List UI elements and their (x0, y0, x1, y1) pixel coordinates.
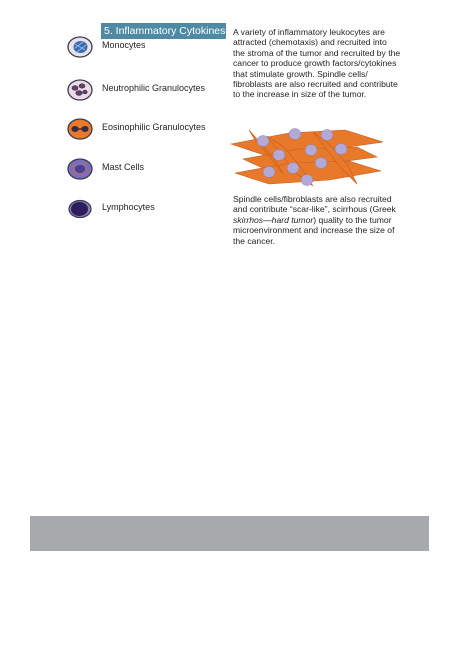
paragraph-leukocytes: A variety of inflammatory leukocytes are attracted (chemotaxis) and recruited into the stroma of the tumor and recruited by the cancer to produce growth factors/cytokines that stimulate growth. Spindle cells/ fibroblasts are also recruited and contribute to the increase in size of the tumor. (233, 27, 401, 100)
eosinophil-icon (65, 116, 95, 142)
lymphocyte-icon (65, 196, 95, 222)
neutrophil-icon (65, 77, 95, 103)
paragraph-fibroblasts-tail: ) quality to the tumor microenvironment and increase the size of the cancer. (233, 214, 395, 246)
fibroblast-illustration (229, 128, 385, 188)
section-heading: 5. Inflammatory Cytokines (101, 23, 226, 39)
cell-label: Eosinophilic Granulocytes (102, 122, 206, 132)
paragraph-fibroblasts (233, 194, 401, 246)
monocyte-icon (65, 34, 95, 60)
mast-cell-icon (65, 156, 95, 182)
cell-label: Mast Cells (102, 162, 145, 172)
paragraph-fibroblasts-text: Spindle cells/fibroblasts are also recruited and contribute “scar-like”, scirrhous (Greek (233, 194, 396, 215)
cell-label: Lymphocytes (102, 202, 155, 212)
cell-label: Neutrophilic Granulocytes (102, 83, 206, 93)
cell-label: Monocytes (102, 40, 146, 50)
footer-band (30, 516, 429, 551)
greek-term: skirrhos—hard tumor (233, 214, 314, 225)
